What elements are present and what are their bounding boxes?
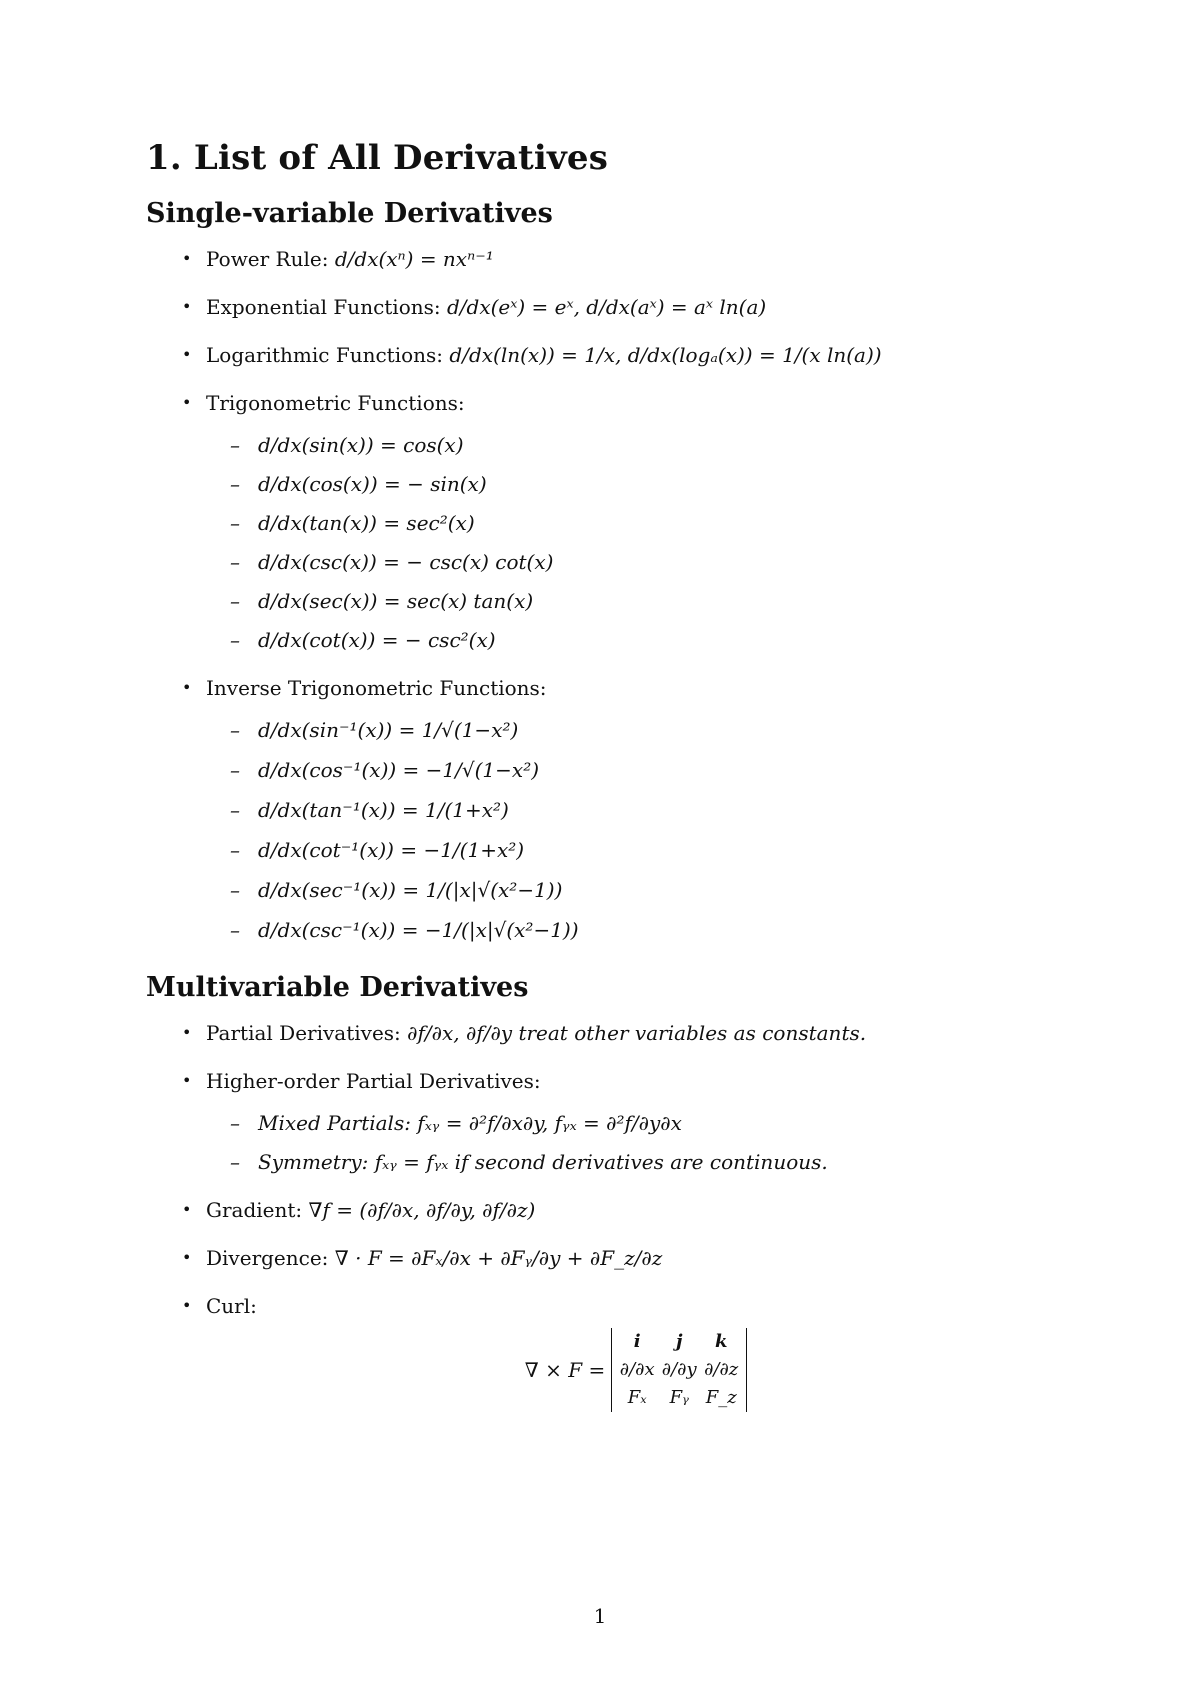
- list-item: [206, 1294, 1066, 1412]
- item-label: Divergence:: [206, 1246, 329, 1270]
- curl-determinant: [611, 1328, 747, 1412]
- matrix-cell: ∂/∂y: [661, 1359, 697, 1380]
- sub-item: – d/dx(cot(x)) = − csc²(x): [258, 628, 1066, 652]
- item-label: Trigonometric Functions:: [206, 391, 465, 415]
- sub-item: – d/dx(cot⁻¹(x)) = −1/(1+x²): [258, 838, 1066, 862]
- sub-item: – d/dx(csc⁻¹(x)) = −1/(|x|√(x²−1)): [258, 918, 1066, 942]
- section-heading-multivariable: Multivariable Derivatives: [146, 972, 529, 1003]
- section-heading-single-variable: Single-variable Derivatives: [146, 198, 553, 229]
- item-formula: ∇ · F = ∂Fₓ/∂x + ∂Fᵧ/∂y + ∂F_z/∂z: [334, 1246, 663, 1270]
- sub-item: – d/dx(sin(x)) = cos(x): [258, 433, 1066, 457]
- item-label: Power Rule:: [206, 247, 329, 271]
- sub-item: – d/dx(cos(x)) = − sin(x): [258, 472, 1066, 496]
- item-label: Inverse Trigonometric Functions:: [206, 676, 547, 700]
- list-item: [206, 295, 1066, 319]
- sub-item: – d/dx(tan⁻¹(x)) = 1/(1+x²): [258, 798, 1066, 822]
- item-label: Curl:: [206, 1294, 257, 1318]
- list-item: [206, 343, 1066, 367]
- sub-item: – Mixed Partials: fₓᵧ = ∂²f/∂x∂y, fᵧₓ = ∂²f/∂y∂x: [258, 1111, 1066, 1135]
- curl-equation: [206, 1328, 1066, 1412]
- sub-item: – d/dx(sin⁻¹(x)) = 1/√(1−x²): [258, 718, 1066, 742]
- multivariable-list: [146, 1021, 1066, 1412]
- single-variable-list: [146, 247, 1066, 942]
- matrix-cell: i: [633, 1331, 641, 1352]
- item-label: Higher-order Partial Derivatives:: [206, 1069, 541, 1093]
- sub-item: – d/dx(cos⁻¹(x)) = −1/√(1−x²): [258, 758, 1066, 782]
- list-item: [206, 1246, 1066, 1270]
- higher-order-sublist: [206, 1111, 1066, 1174]
- matrix-cell: F_z: [705, 1387, 737, 1408]
- sub-item: – d/dx(sec⁻¹(x)) = 1/(|x|√(x²−1)): [258, 878, 1066, 902]
- matrix-cell: Fᵧ: [669, 1387, 689, 1408]
- item-formula: ∂f/∂x, ∂f/∂y treat other variables as constants.: [407, 1021, 867, 1045]
- page-number: 1: [593, 1604, 607, 1628]
- list-item: [206, 676, 1066, 942]
- item-label: Logarithmic Functions:: [206, 343, 444, 367]
- item-label: Partial Derivatives:: [206, 1021, 401, 1045]
- document-page: [146, 130, 1066, 1442]
- item-formula: d/dx(ln(x)) = 1/x, d/dx(logₐ(x)) = 1/(x ln(a)): [449, 343, 882, 367]
- list-item: [206, 391, 1066, 652]
- item-label: Gradient:: [206, 1198, 303, 1222]
- sub-item: – d/dx(csc(x)) = − csc(x) cot(x): [258, 550, 1066, 574]
- matrix-cell: ∂/∂x: [619, 1359, 655, 1380]
- document-title: 1. List of All Derivatives: [146, 138, 609, 178]
- matrix-cell: ∂/∂z: [704, 1359, 739, 1380]
- item-formula: d/dx(eˣ) = eˣ, d/dx(aˣ) = aˣ ln(a): [447, 295, 767, 319]
- sub-item: – Symmetry: fₓᵧ = fᵧₓ if second derivatives are continuous.: [258, 1150, 1066, 1174]
- inverse-trig-sublist: [206, 718, 1066, 942]
- trig-sublist: [206, 433, 1066, 652]
- sub-item: – d/dx(sec(x)) = sec(x) tan(x): [258, 589, 1066, 613]
- matrix-cell: j: [675, 1331, 683, 1352]
- list-item: [206, 1069, 1066, 1174]
- list-item: [206, 1021, 1066, 1045]
- matrix-cell: Fₓ: [627, 1387, 647, 1408]
- item-formula: d/dx(xⁿ) = nxⁿ⁻¹: [334, 247, 494, 271]
- curl-lhs: ∇ × F =: [524, 1358, 606, 1382]
- list-item: [206, 247, 1066, 271]
- item-label: Exponential Functions:: [206, 295, 441, 319]
- sub-item: – d/dx(tan(x)) = sec²(x): [258, 511, 1066, 535]
- list-item: [206, 1198, 1066, 1222]
- matrix-cell: k: [714, 1331, 728, 1352]
- item-formula: ∇f = (∂f/∂x, ∂f/∂y, ∂f/∂z): [308, 1198, 536, 1222]
